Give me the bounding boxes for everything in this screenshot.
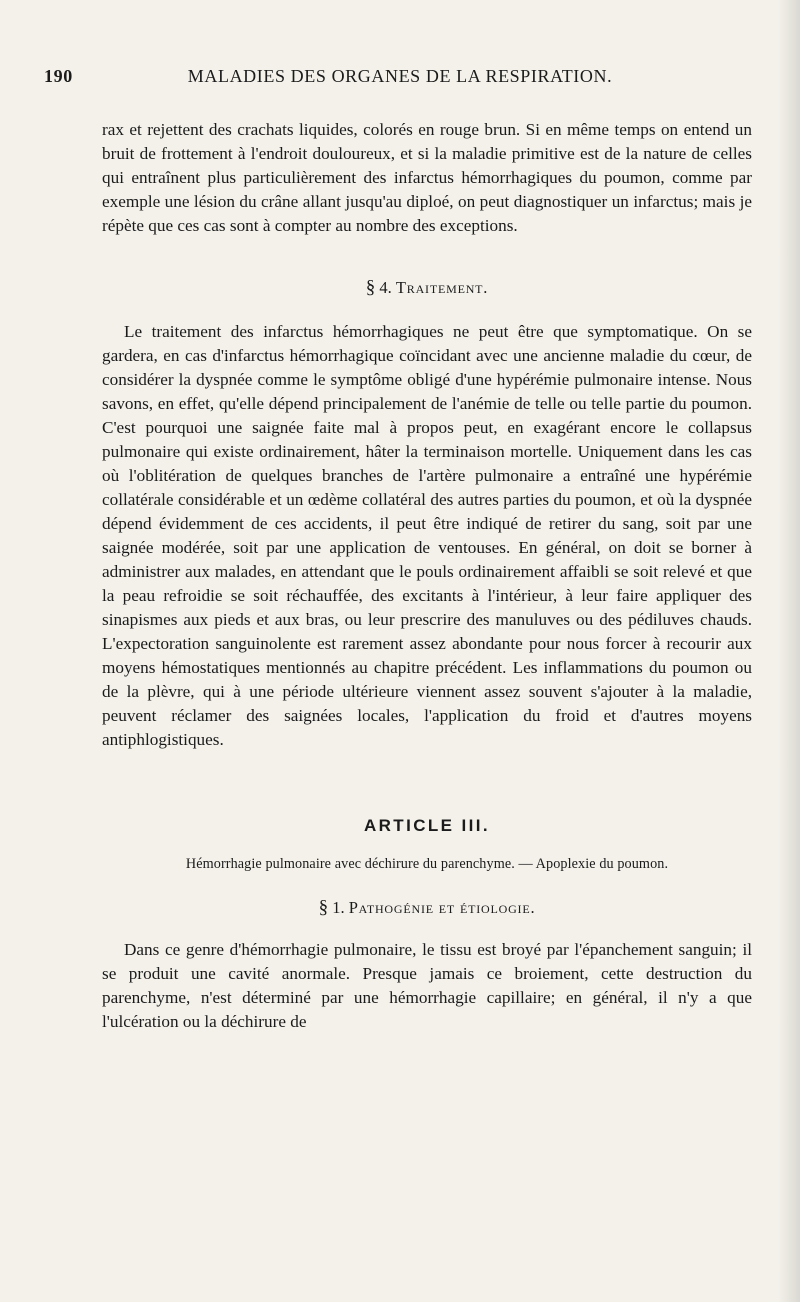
running-title: MALADIES DES ORGANES DE LA RESPIRATION. <box>187 66 613 86</box>
article-heading: ARTICLE III. <box>363 816 491 835</box>
section-title: Pathogénie et étiologie. <box>348 898 536 917</box>
article-subtitle: Hémorrhagie pulmonaire avec déchirure du parenchyme. — Apoplexie du poumon. <box>185 856 669 872</box>
section-number: 4. <box>379 278 392 297</box>
page-edge-shadow <box>778 0 800 1302</box>
section-heading-traitement <box>102 276 752 300</box>
body-text <box>102 118 752 1034</box>
page-number: 190 <box>44 66 73 86</box>
section-title: Traitement. <box>395 278 489 297</box>
section-number: 1. <box>332 898 345 917</box>
section-sign: § <box>318 897 329 918</box>
section-heading-pathogenie <box>102 896 752 920</box>
paragraph-pathogenie: Dans ce genre d'hémorrhagie pulmonaire, le tissu est broyé par l'épanchement sanguin; il se produit une cavité anormale. Presque jamais ce broiement, cette destruction du parenchyme, n'est déterminé par une hémorrhagie capillaire; en général, il n'y a que l'ulcération ou la déchirure de <box>102 940 752 1031</box>
paragraph-traitement: Le traitement des infarctus hémorrhagiques ne peut être que symptomatique. On se gardera, en cas d'infarctus hémorrhagique coïncidant avec une ancienne maladie du cœur, de considérer la dyspnée comme le symptôme obligé d'une hypérémie pulmonaire intense. Nous savons, en effet, qu'elle dépend principalement de l'anémie de telle ou telle partie du poumon. C'est pourquoi une saignée faite mal à propos peut, en exagérant encore le collapsus pulmonaire qui existe ordinairement, hâter la terminaison mortelle. Uniquement dans les cas où l'oblitération de quelques branches de l'artère pulmonaire a entraîné une hypérémie collatérale considérable et un œdème collatéral des autres parties du poumon, et où la dyspnée dépend évidemment de ces accidents, il peut être indiqué de retirer du sang, soit par une saignée modérée, soit par une application de ventouses. En général, on doit se borner à administrer aux malades, en attendant que le pouls ordinairement affaibli se soit relevé et que la peau refroidie se soit réchauffée, des excitants à l'intérieur, à leur faire appliquer des sinapismes aux pieds et aux bras, ou leur prescrire des manuluves ou des pédiluves chauds. L'expectoration sanguinolente est rarement assez abondante pour nous forcer à recourir aux moyens hémostatiques mentionnés au chapitre précédent. Les inflammations du poumon ou de la plèvre, qui à une période ultérieure viennent assez souvent s'ajouter à la maladie, peuvent réclamer des saignées locales, l'application du froid et d'autres moyens antiphlogistiques. <box>102 322 752 749</box>
paragraph-opening: rax et rejettent des crachats liquides, colorés en rouge brun. Si en même temps on entend un bruit de frottement à l'endroit douloureux, et si la maladie primitive est de la nature de celles qui entraînent plus particulièrement des infarctus hémorrhagiques du poumon, comme par exemple une lésion du crâne allant jusqu'au diploé, on peut diagnostiquer un infarctus; mais je répète que ces cas sont à compter au nombre des exceptions. <box>102 120 752 235</box>
running-head <box>44 60 756 90</box>
section-sign: § <box>365 277 376 298</box>
